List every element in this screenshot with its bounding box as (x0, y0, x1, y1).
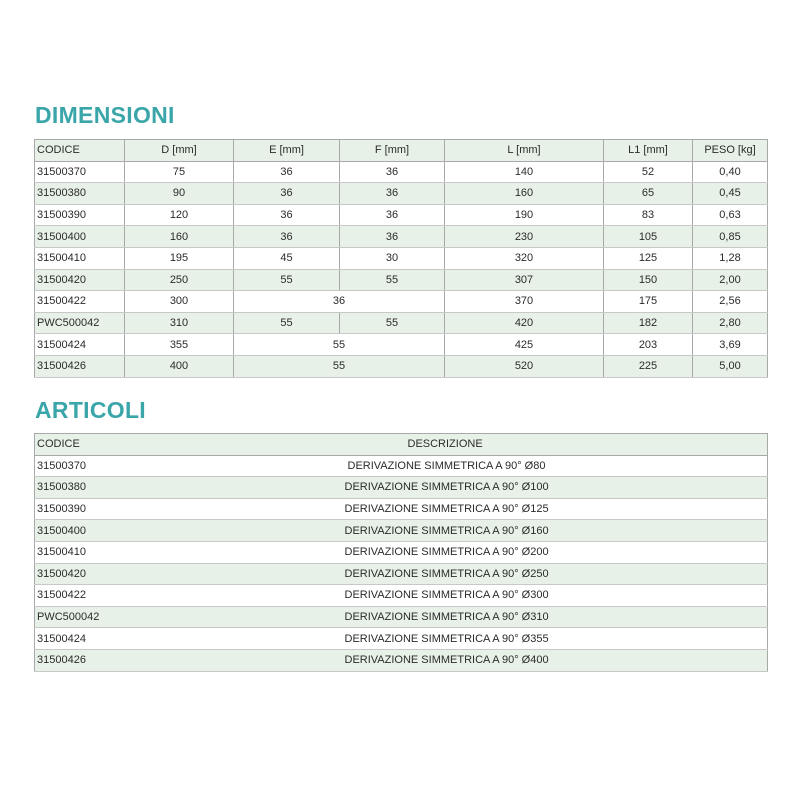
cell-f: 36 (340, 161, 445, 183)
table-row (35, 455, 768, 477)
table-row (35, 563, 768, 585)
cell-d: 75 (125, 161, 234, 183)
cell-l: 320 (445, 247, 604, 269)
header-e: E [mm] (234, 140, 340, 162)
cell-l1: 203 (604, 334, 693, 356)
cell-d: 355 (125, 334, 234, 356)
cell-d: 310 (125, 312, 234, 334)
cell-codice: 31500420 (35, 269, 125, 291)
table-row (35, 161, 768, 183)
cell-descrizione: DERIVAZIONE SIMMETRICA A 90° Ø80 (185, 455, 768, 477)
table-row (35, 247, 768, 269)
articoli-table (34, 433, 768, 672)
table-row (35, 291, 768, 313)
table-row (35, 226, 768, 248)
cell-l1: 52 (604, 161, 693, 183)
cell-e: 36 (234, 204, 340, 226)
cell-descrizione: DERIVAZIONE SIMMETRICA A 90° Ø250 (185, 563, 768, 585)
cell-d: 160 (125, 226, 234, 248)
cell-l: 307 (445, 269, 604, 291)
cell-l1: 125 (604, 247, 693, 269)
table-row (35, 204, 768, 226)
articoli-header-row (35, 434, 768, 456)
cell-e: 36 (234, 183, 340, 205)
cell-codice: 31500410 (35, 247, 125, 269)
cell-l: 230 (445, 226, 604, 248)
header-descrizione: DESCRIZIONE (185, 434, 768, 456)
cell-l1: 225 (604, 355, 693, 377)
cell-l: 370 (445, 291, 604, 313)
dimensioni-title: DIMENSIONI (35, 102, 175, 128)
cell-codice: 31500424 (35, 334, 125, 356)
cell-peso: 2,80 (693, 312, 768, 334)
cell-descrizione: DERIVAZIONE SIMMETRICA A 90° Ø100 (185, 477, 768, 499)
table-row (35, 183, 768, 205)
table-row (35, 520, 768, 542)
header-f: F [mm] (340, 140, 445, 162)
cell-l1: 182 (604, 312, 693, 334)
cell-e: 55 (234, 269, 340, 291)
cell-f: 36 (340, 183, 445, 205)
cell-descrizione: DERIVAZIONE SIMMETRICA A 90° Ø160 (185, 520, 768, 542)
cell-codice: 31500400 (35, 520, 185, 542)
cell-codice: 31500424 (35, 628, 185, 650)
cell-codice: 31500380 (35, 477, 185, 499)
cell-codice: 31500410 (35, 541, 185, 563)
cell-codice: 31500422 (35, 585, 185, 607)
table-row (35, 585, 768, 607)
cell-codice: 31500422 (35, 291, 125, 313)
header-d: D [mm] (125, 140, 234, 162)
articoli-title: ARTICOLI (35, 397, 146, 423)
cell-e: 45 (234, 247, 340, 269)
cell-l: 140 (445, 161, 604, 183)
cell-codice: 31500370 (35, 161, 125, 183)
cell-descrizione: DERIVAZIONE SIMMETRICA A 90° Ø125 (185, 498, 768, 520)
cell-l1: 150 (604, 269, 693, 291)
cell-f: 36 (340, 204, 445, 226)
cell-codice: 31500426 (35, 355, 125, 377)
cell-peso: 5,00 (693, 355, 768, 377)
cell-peso: 2,00 (693, 269, 768, 291)
cell-codice: 31500400 (35, 226, 125, 248)
cell-l: 520 (445, 355, 604, 377)
cell-f: 36 (340, 226, 445, 248)
cell-descrizione: DERIVAZIONE SIMMETRICA A 90° Ø355 (185, 628, 768, 650)
cell-d: 400 (125, 355, 234, 377)
cell-d: 300 (125, 291, 234, 313)
cell-codice: 31500380 (35, 183, 125, 205)
cell-e: 36 (234, 226, 340, 248)
header-codice: CODICE (35, 140, 125, 162)
table-row (35, 355, 768, 377)
cell-codice: PWC500042 (35, 606, 185, 628)
cell-f: 55 (340, 312, 445, 334)
cell-descrizione: DERIVAZIONE SIMMETRICA A 90° Ø400 (185, 649, 768, 671)
header-codice: CODICE (35, 434, 185, 456)
cell-codice: 31500426 (35, 649, 185, 671)
dimensioni-table (34, 139, 768, 378)
cell-l1: 175 (604, 291, 693, 313)
table-row (35, 541, 768, 563)
table-row (35, 269, 768, 291)
table-row (35, 649, 768, 671)
cell-peso: 0,40 (693, 161, 768, 183)
cell-peso: 0,85 (693, 226, 768, 248)
cell-e: 36 (234, 161, 340, 183)
cell-f: 30 (340, 247, 445, 269)
cell-ef-merged: 55 (234, 355, 445, 377)
cell-descrizione: DERIVAZIONE SIMMETRICA A 90° Ø310 (185, 606, 768, 628)
dimensioni-header-row (35, 140, 768, 162)
cell-e: 55 (234, 312, 340, 334)
table-row (35, 606, 768, 628)
cell-ef-merged: 36 (234, 291, 445, 313)
cell-l: 425 (445, 334, 604, 356)
cell-l: 160 (445, 183, 604, 205)
cell-peso: 0,63 (693, 204, 768, 226)
cell-f: 55 (340, 269, 445, 291)
cell-codice: PWC500042 (35, 312, 125, 334)
cell-l1: 83 (604, 204, 693, 226)
cell-descrizione: DERIVAZIONE SIMMETRICA A 90° Ø200 (185, 541, 768, 563)
cell-peso: 1,28 (693, 247, 768, 269)
table-row (35, 334, 768, 356)
cell-descrizione: DERIVAZIONE SIMMETRICA A 90° Ø300 (185, 585, 768, 607)
cell-peso: 0,45 (693, 183, 768, 205)
cell-d: 90 (125, 183, 234, 205)
table-row (35, 312, 768, 334)
cell-d: 120 (125, 204, 234, 226)
cell-codice: 31500370 (35, 455, 185, 477)
cell-l: 190 (445, 204, 604, 226)
cell-l1: 105 (604, 226, 693, 248)
cell-codice: 31500390 (35, 204, 125, 226)
cell-codice: 31500390 (35, 498, 185, 520)
table-row (35, 498, 768, 520)
cell-peso: 3,69 (693, 334, 768, 356)
header-l1: L1 [mm] (604, 140, 693, 162)
table-row (35, 477, 768, 499)
cell-l1: 65 (604, 183, 693, 205)
cell-l: 420 (445, 312, 604, 334)
cell-d: 250 (125, 269, 234, 291)
header-peso: PESO [kg] (693, 140, 768, 162)
cell-peso: 2,56 (693, 291, 768, 313)
cell-d: 195 (125, 247, 234, 269)
header-l: L [mm] (445, 140, 604, 162)
cell-codice: 31500420 (35, 563, 185, 585)
table-row (35, 628, 768, 650)
cell-ef-merged: 55 (234, 334, 445, 356)
